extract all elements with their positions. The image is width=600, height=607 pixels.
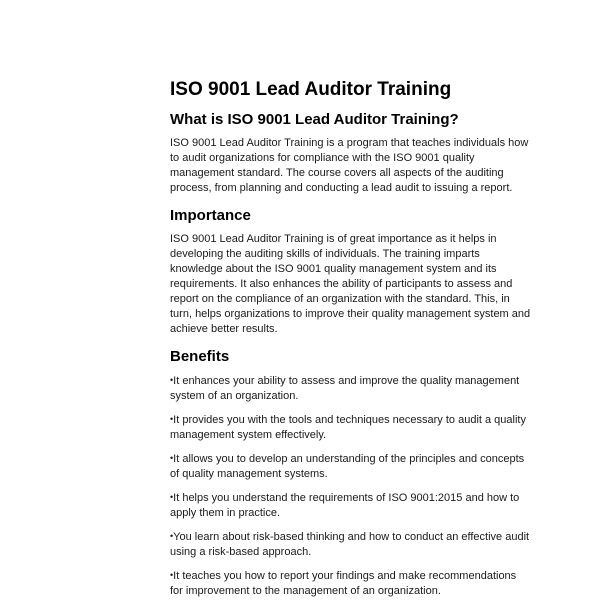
- benefit-text: You learn about risk-based thinking and how to conduct an effective audit using a risk-based approach.: [170, 531, 530, 558]
- bullet-icon: •: [170, 453, 174, 463]
- benefit-item: [170, 490, 532, 521]
- benefits-list: [170, 373, 532, 599]
- document-page: [170, 78, 532, 607]
- benefit-text: It teaches you how to report your findings and make recommendations for improvement to the management of an organization.: [170, 570, 517, 597]
- bullet-icon: •: [170, 375, 174, 385]
- benefit-text: It allows you to develop an understanding of the principles and concepts of quality management systems.: [170, 453, 525, 480]
- bullet-icon: •: [170, 570, 174, 580]
- benefit-item: [170, 373, 532, 404]
- bullet-icon: •: [170, 414, 174, 424]
- benefit-item: [170, 451, 532, 482]
- importance-paragraph: ISO 9001 Lead Auditor Training is of great importance as it helps in developing the auditing skills of individuals. The training imparts knowledge about the ISO 9001 quality management system and its requirements. It also enhances the ability of participants to assess and report on the compliance of an organization with the standard. This, in turn, helps organizations to improve their quality management system and achieve better results.: [170, 233, 531, 335]
- benefit-text: It provides you with the tools and techniques necessary to audit a quality management system effectively.: [170, 414, 526, 441]
- bullet-icon: •: [170, 492, 174, 502]
- benefit-text: It helps you understand the requirements of ISO 9001:2015 and how to apply them in practice.: [170, 492, 520, 519]
- benefit-item: [170, 412, 532, 443]
- importance-heading: Importance: [170, 207, 251, 224]
- benefit-item: [170, 529, 532, 560]
- page-title: ISO 9001 Lead Auditor Training: [170, 79, 452, 100]
- benefit-text: It enhances your ability to assess and improve the quality management system of an organization.: [170, 375, 520, 402]
- benefit-item: [170, 568, 532, 599]
- question-heading: What is ISO 9001 Lead Auditor Training?: [170, 111, 459, 128]
- bullet-icon: •: [170, 531, 174, 541]
- benefits-heading: Benefits: [170, 348, 230, 365]
- intro-paragraph: ISO 9001 Lead Auditor Training is a program that teaches individuals how to audit organizations for compliance with the ISO 9001 quality management standard. The course covers all aspects of the auditing process, from planning and conducting a lead audit to issuing a report.: [170, 137, 529, 194]
